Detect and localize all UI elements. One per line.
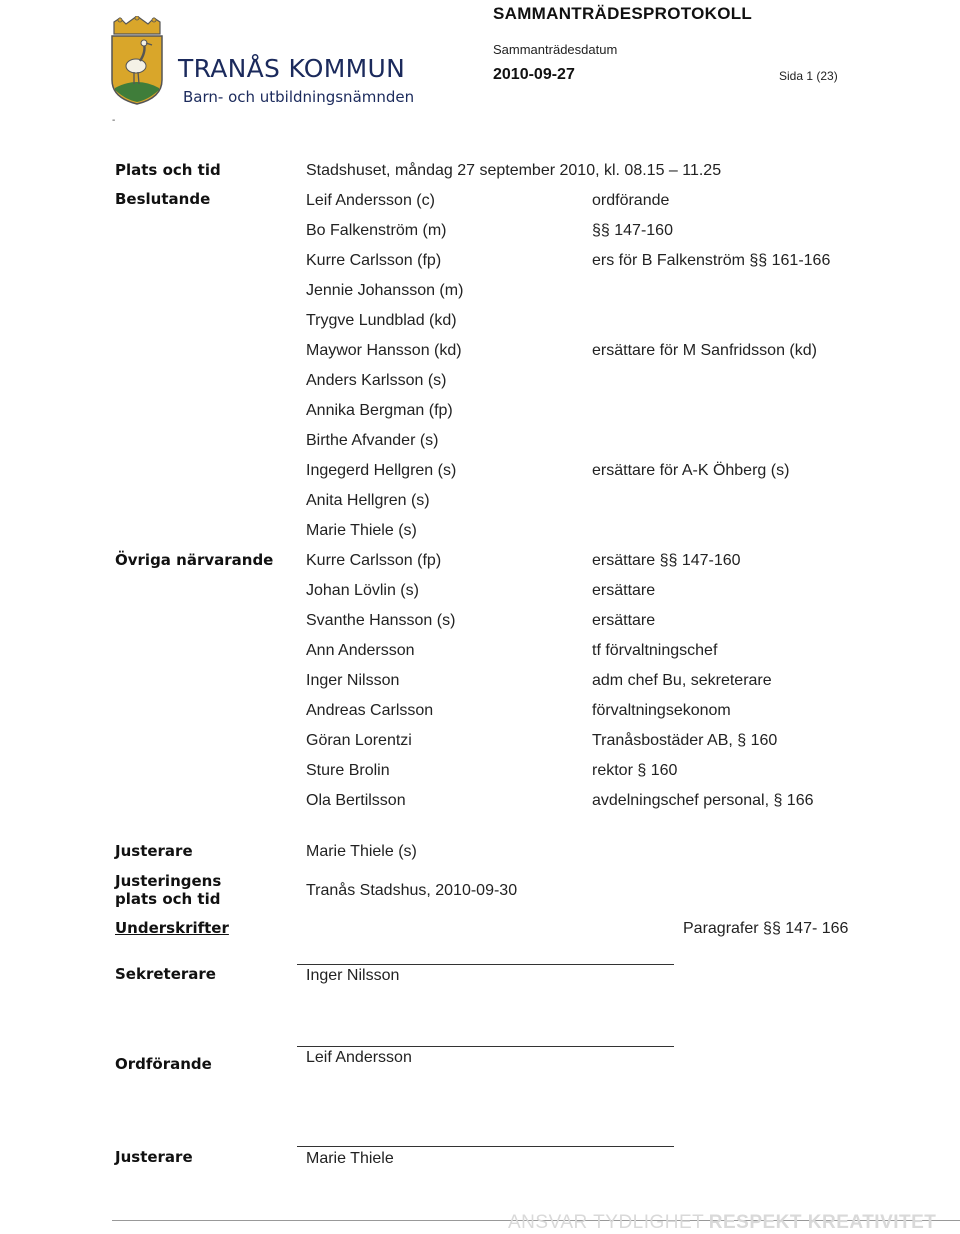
footer-values: [508, 1212, 936, 1234]
member-name: Jennie Johansson (m): [306, 282, 464, 299]
attendee-name: Ola Bertilsson: [306, 792, 406, 809]
meeting-date: 2010-09-27: [493, 66, 575, 83]
attendee-note: ersättare: [592, 582, 656, 599]
justering-label-line2: plats och tid: [115, 890, 221, 908]
member-name: Annika Bergman (fp): [306, 402, 453, 419]
document-title: SAMMANTRÄDESPROTOKOLL: [493, 4, 753, 23]
footer-values-strong: RESPEKT KREATIVITET: [708, 1212, 937, 1233]
attendee-note: avdelningschef personal, § 166: [592, 792, 814, 809]
member-name: Leif Andersson (c): [306, 192, 435, 209]
attendee-name: Sture Brolin: [306, 762, 390, 779]
sekreterare-name: Inger Nilsson: [306, 967, 400, 984]
attendee-name: Inger Nilsson: [306, 672, 400, 689]
attendee-name: Göran Lorentzi: [306, 732, 412, 749]
sekreterare-label: Sekreterare: [115, 965, 216, 983]
attendee-note: ersättare §§ 147-160: [592, 552, 741, 569]
member-name: Ingegerd Hellgren (s): [306, 462, 457, 479]
department-name: Barn- och utbildningsnämnden: [183, 88, 415, 106]
underskrifter-label: Underskrifter: [115, 919, 229, 937]
member-name: Bo Falkenström (m): [306, 222, 447, 239]
ordforande-name: Leif Andersson: [306, 1049, 412, 1066]
attendee-note: rektor § 160: [592, 762, 678, 779]
attendee-note: adm chef Bu, sekreterare: [592, 672, 772, 689]
attendee-note: förvaltningsekonom: [592, 702, 731, 719]
page-number: Sida 1 (23): [779, 69, 838, 83]
member-note: ersättare för M Sanfridsson (kd): [592, 342, 817, 359]
member-note: ers för B Falkenström §§ 161-166: [592, 252, 831, 269]
attendee-name: Andreas Carlsson: [306, 702, 434, 719]
org-name: TRANÅS KOMMUN: [178, 54, 406, 83]
member-name: Anita Hellgren (s): [306, 492, 430, 509]
justerare-sign-name: Marie Thiele: [306, 1150, 394, 1167]
justerare-label: Justerare: [115, 842, 193, 860]
signature-line-ordforande: [297, 1046, 674, 1047]
ordforande-label: Ordförande: [115, 1055, 212, 1073]
member-note: ordförande: [592, 192, 670, 209]
plats-value: Stadshuset, måndag 27 september 2010, kl. 08.15 – 11.25: [306, 162, 722, 179]
paragrafer-text: Paragrafer §§ 147- 166: [683, 920, 849, 937]
municipal-crest: [106, 16, 168, 106]
plats-label: Plats och tid: [115, 161, 221, 179]
attendee-note: tf förvaltningschef: [592, 642, 718, 659]
signature-line-justerare: [297, 1146, 674, 1147]
attendee-name: Ann Andersson: [306, 642, 415, 659]
justerare-value: Marie Thiele (s): [306, 843, 417, 860]
justering-label-line1: Justeringens: [115, 872, 222, 890]
member-name: Marie Thiele (s): [306, 522, 417, 539]
justering-value: Tranås Stadshus, 2010-09-30: [306, 882, 518, 899]
meeting-date-label: Sammanträdesdatum: [493, 42, 618, 57]
footer-values-light: ANSVAR TYDLIGHET: [508, 1212, 705, 1233]
member-note: §§ 147-160: [592, 222, 673, 239]
justerare-sign-label: Justerare: [115, 1148, 193, 1166]
member-name: Maywor Hansson (kd): [306, 342, 462, 359]
header-dash: -: [112, 115, 116, 126]
attendee-name: Johan Lövlin (s): [306, 582, 419, 599]
attendee-note: Tranåsbostäder AB, § 160: [592, 732, 778, 749]
attendee-name: Svanthe Hansson (s): [306, 612, 456, 629]
attendee-note: ersättare: [592, 612, 656, 629]
member-name: Trygve Lundblad (kd): [306, 312, 457, 329]
attendee-name: Kurre Carlsson (fp): [306, 552, 442, 569]
member-name: Anders Karlsson (s): [306, 372, 447, 389]
member-name: Birthe Afvander (s): [306, 432, 439, 449]
beslutande-label: Beslutande: [115, 190, 211, 208]
member-name: Kurre Carlsson (fp): [306, 252, 442, 269]
member-note: ersättare för A-K Öhberg (s): [592, 462, 790, 479]
ovriga-label: Övriga närvarande: [115, 551, 274, 569]
signature-line-sekreterare: [297, 964, 674, 965]
